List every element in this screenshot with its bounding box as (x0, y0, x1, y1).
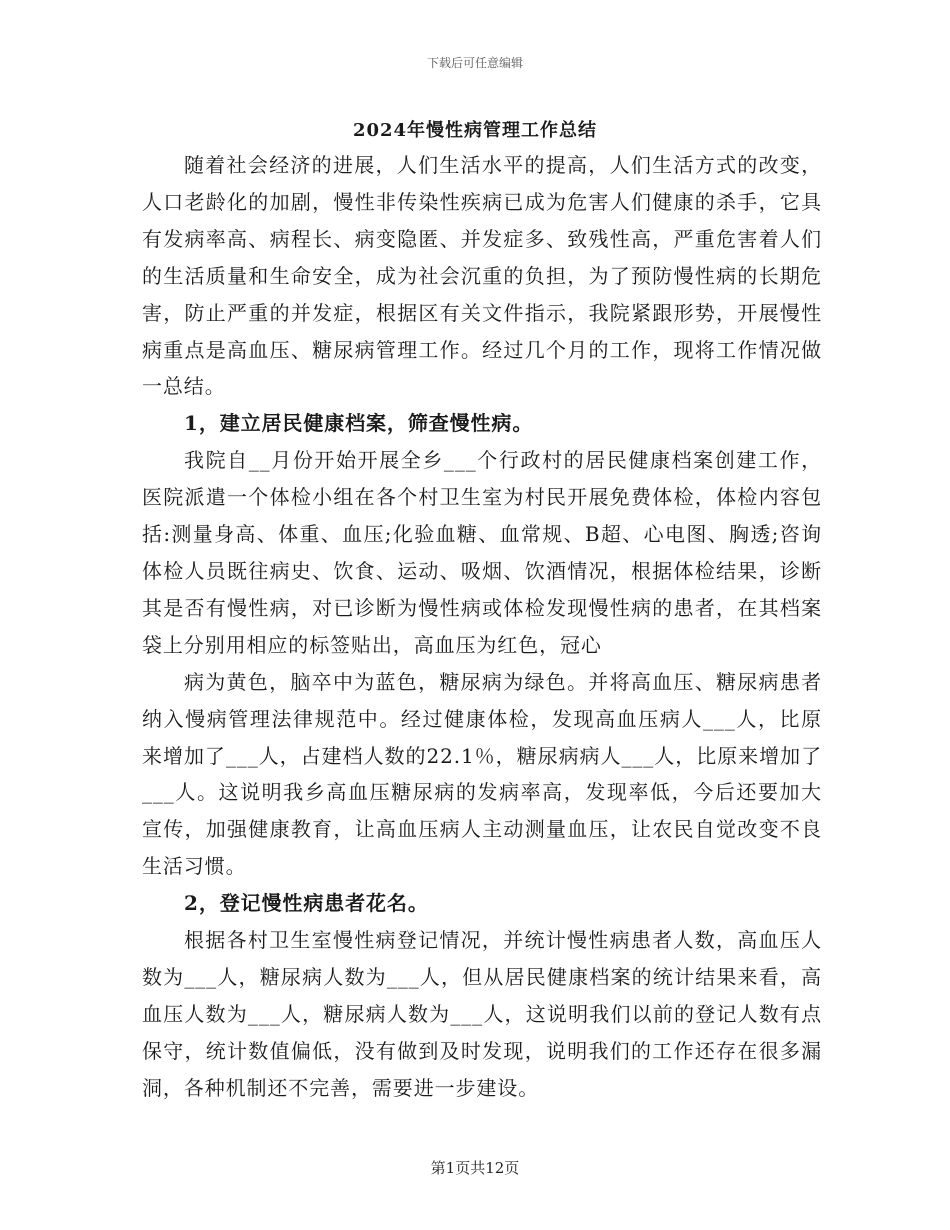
section-1-paragraph-1: 我院自__月份开始开展全乡___个行政村的居民健康档案创建工作，医院派遣一个体检小组在各个村卫生室为村民开展免费体检，体检内容包括:测量身高、体重、血压;化验血糖、血常规、B超、心电图、胸透;咨询体检人员既往病史、饮食、运动、吸烟、饮酒情况，根据体检结果，诊断其是否有慢性病，对已诊断为慢性病或体检发现慢性病的患者，在其档案袋上分别用相应的标签贴出，高血压为红色，冠心 (142, 448, 822, 657)
document-body (142, 147, 822, 1107)
section-heading-1: 1，建立居民健康档案，筛查慢性病。 (184, 411, 534, 436)
page-footer: 第1页共12页 (430, 1159, 520, 1177)
intro-paragraph: 随着社会经济的进展，人们生活水平的提高，人们生活方式的改变，人口老龄化的加剧，慢性非传染性疾病已成为危害人们健康的杀手，它具有发病率高、病程长、病变隐匿、并发症多、致残性高，严重危害着人们的生活质量和生命安全，成为社会沉重的负担，为了预防慢性病的长期危害，防止严重的并发症，根据区有关文件指示，我院紧跟形势，开展慢性病重点是高血压、糖尿病管理工作。经过几个月的工作，现将工作情况做一总结。 (142, 153, 822, 399)
section-1-paragraph-2: 病为黄色，脑卒中为蓝色，糖尿病为绿色。并将高血压、糖尿病患者纳入慢病管理法律规范中。经过健康体检，发现高血压病人___人，比原来增加了___人，占建档人数的22.1％，糖尿病病人___人，比原来增加了___人。这说明我乡高血压糖尿病的发病率高，发现率低，今后还要加大宣传，加强健康教育，让高血压病人主动测量血压，让农民自觉改变不良生活习惯。 (142, 669, 822, 879)
header-note: 下载后可任意编辑 (426, 56, 523, 70)
section-heading-2: 2，登记慢性病患者花名。 (184, 891, 429, 916)
page-title: 2024年慢性病管理工作总结 (352, 120, 598, 141)
section-2-paragraph-1: 根据各村卫生室慢性病登记情况，并统计慢性病患者人数，高血压人数为___人，糖尿病人数为___人，但从居民健康档案的统计结果来看，高血压人数为___人，糖尿病人数为___人，这说明我们以前的登记人数有点保守，统计数值偏低，没有做到及时发现，说明我们的工作还存在很多漏洞，各种机制还不完善，需要进一步建设。 (142, 928, 822, 1100)
